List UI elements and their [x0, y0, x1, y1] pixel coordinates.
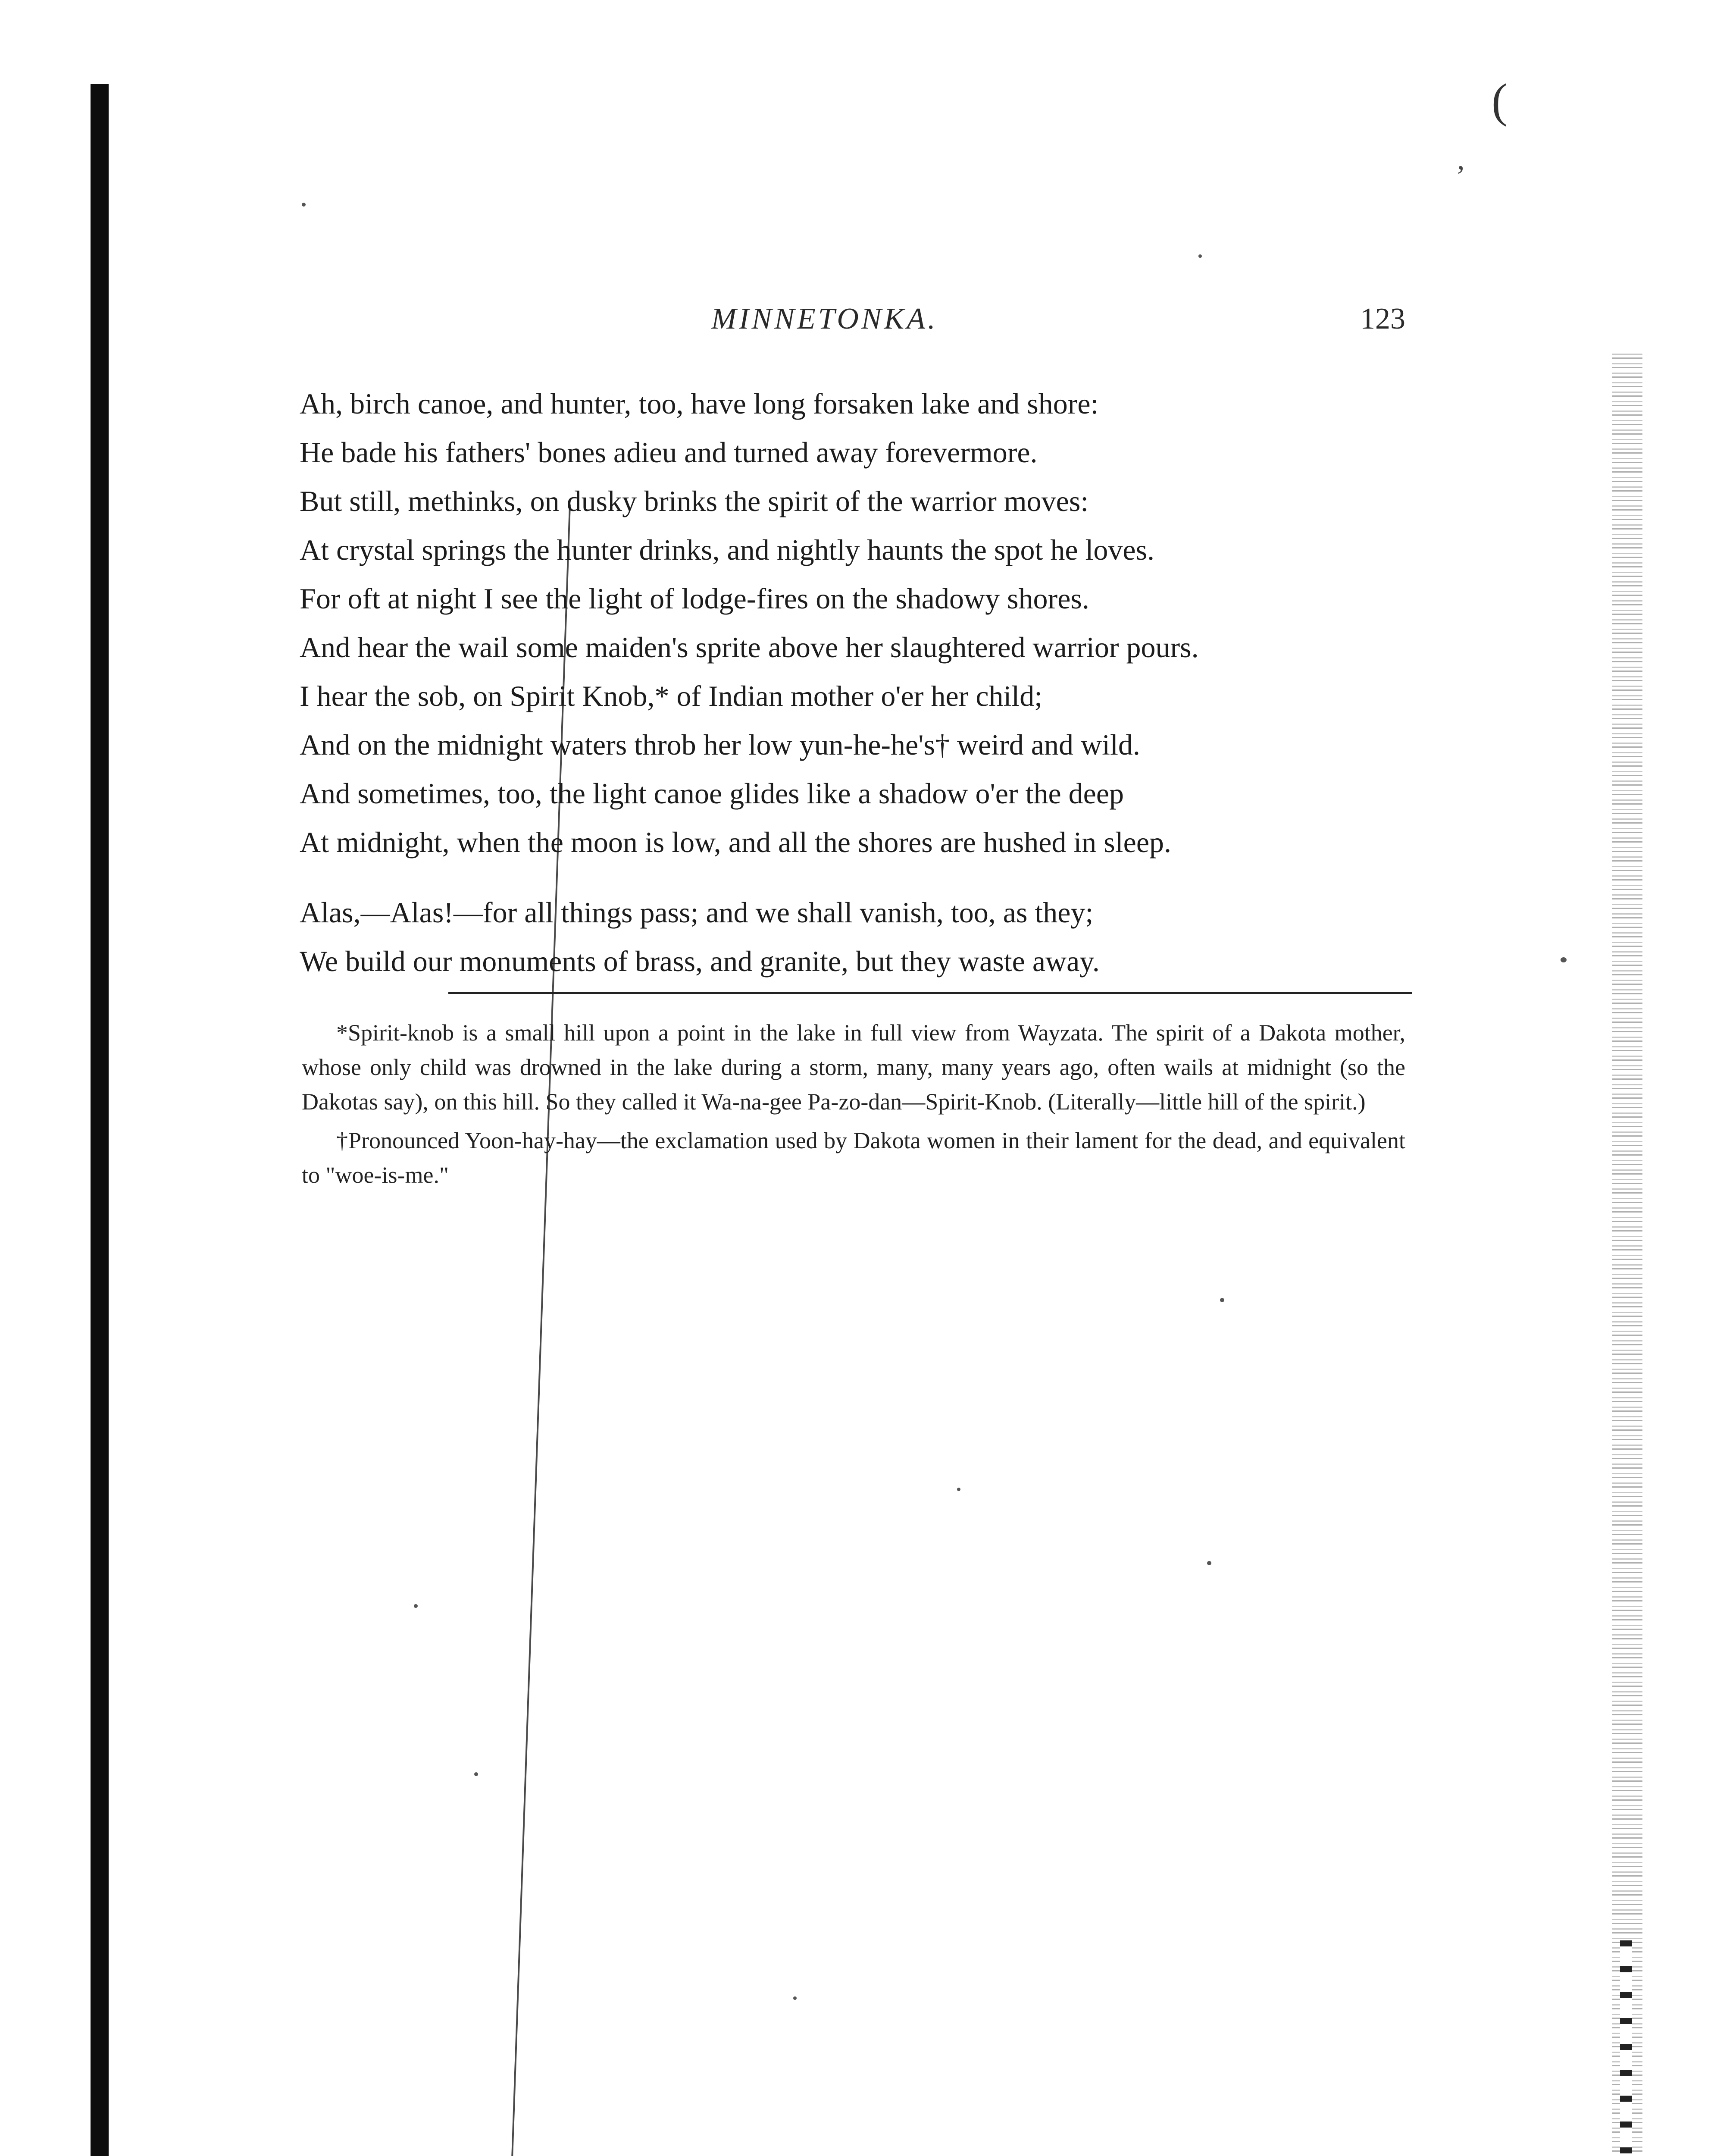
poem-line: But still, methinks, on dusky brinks the spirit of the warrior moves: [300, 485, 1089, 517]
poem-line: He bade his fathers' bones adieu and turned away forevermore. [300, 436, 1038, 469]
scan-stray-mark: , [1457, 143, 1465, 176]
poem-line: At crystal springs the hunter drinks, and nightly haunts the spot he loves. [300, 533, 1155, 566]
scan-speck [1220, 1298, 1224, 1302]
scan-speck [302, 203, 306, 207]
scan-speck [414, 1604, 418, 1608]
scan-stray-mark: ( [1492, 74, 1508, 127]
scan-speck [1198, 254, 1202, 258]
scan-speck [1207, 1561, 1211, 1565]
poem-line: For oft at night I see the light of lodge-fires on the shadowy shores. [300, 582, 1089, 615]
footnote-divider [448, 992, 1412, 994]
poem-line: And on the midnight waters throb her low yun-he-he's† weird and wild. [300, 728, 1140, 761]
stanza-gap [300, 867, 1420, 888]
stanza [300, 379, 1420, 867]
page-number: 123 [1360, 302, 1405, 335]
scan-gutter-marks [1620, 1940, 1632, 2156]
poem-line: At midnight, when the moon is low, and all the shores are hushed in sleep. [300, 826, 1172, 859]
poem-line: And sometimes, too, the light canoe glides like a shadow o'er the deep [300, 777, 1124, 810]
poem-line: Ah, birch canoe, and hunter, too, have long forsaken lake and shore: [300, 387, 1099, 420]
scan-gutter-noise [1612, 354, 1642, 2156]
scan-speck [474, 1772, 478, 1776]
footnote-pronunciation: †Pronounced Yoon-hay-hay—the exclamation used by Dakota women in their lament for the dead, and equivalent to "woe-is-me." [302, 1128, 1405, 1188]
page-header [297, 302, 1405, 349]
scan-speck [793, 1996, 797, 2000]
poem [300, 379, 1420, 986]
scan-speck [957, 1488, 960, 1491]
poem-line: We build our monuments of brass, and granite, but they waste away. [300, 945, 1100, 978]
scan-speck [1561, 957, 1567, 962]
poem-line: I hear the sob, on Spirit Knob,* of Indian mother o'er her child; [300, 680, 1043, 712]
poem-line: And hear the wail some maiden's sprite above her slaughtered warrior pours. [300, 631, 1199, 664]
footnote-spirit-knob: *Spirit-knob is a small hill upon a point in the lake in full view from Wayzata. The spirit of a Dakota mother, whose only child was drowned in the lake during a storm, many, many years ago, often wails at midnight (so the Dakotas say), on this hill. So they called it Wa-na-gee Pa-zo-dan—Spirit-Knob. (Literally—little hill of the spirit.) [302, 1020, 1405, 1115]
poem-line: Alas,—Alas!—for all things pass; and we shall vanish, too, as they; [300, 896, 1094, 929]
stanza [300, 888, 1420, 986]
scan-binding-edge [91, 84, 109, 2156]
footnotes [302, 1015, 1405, 1197]
running-title: MINNETONKA. [711, 302, 938, 335]
